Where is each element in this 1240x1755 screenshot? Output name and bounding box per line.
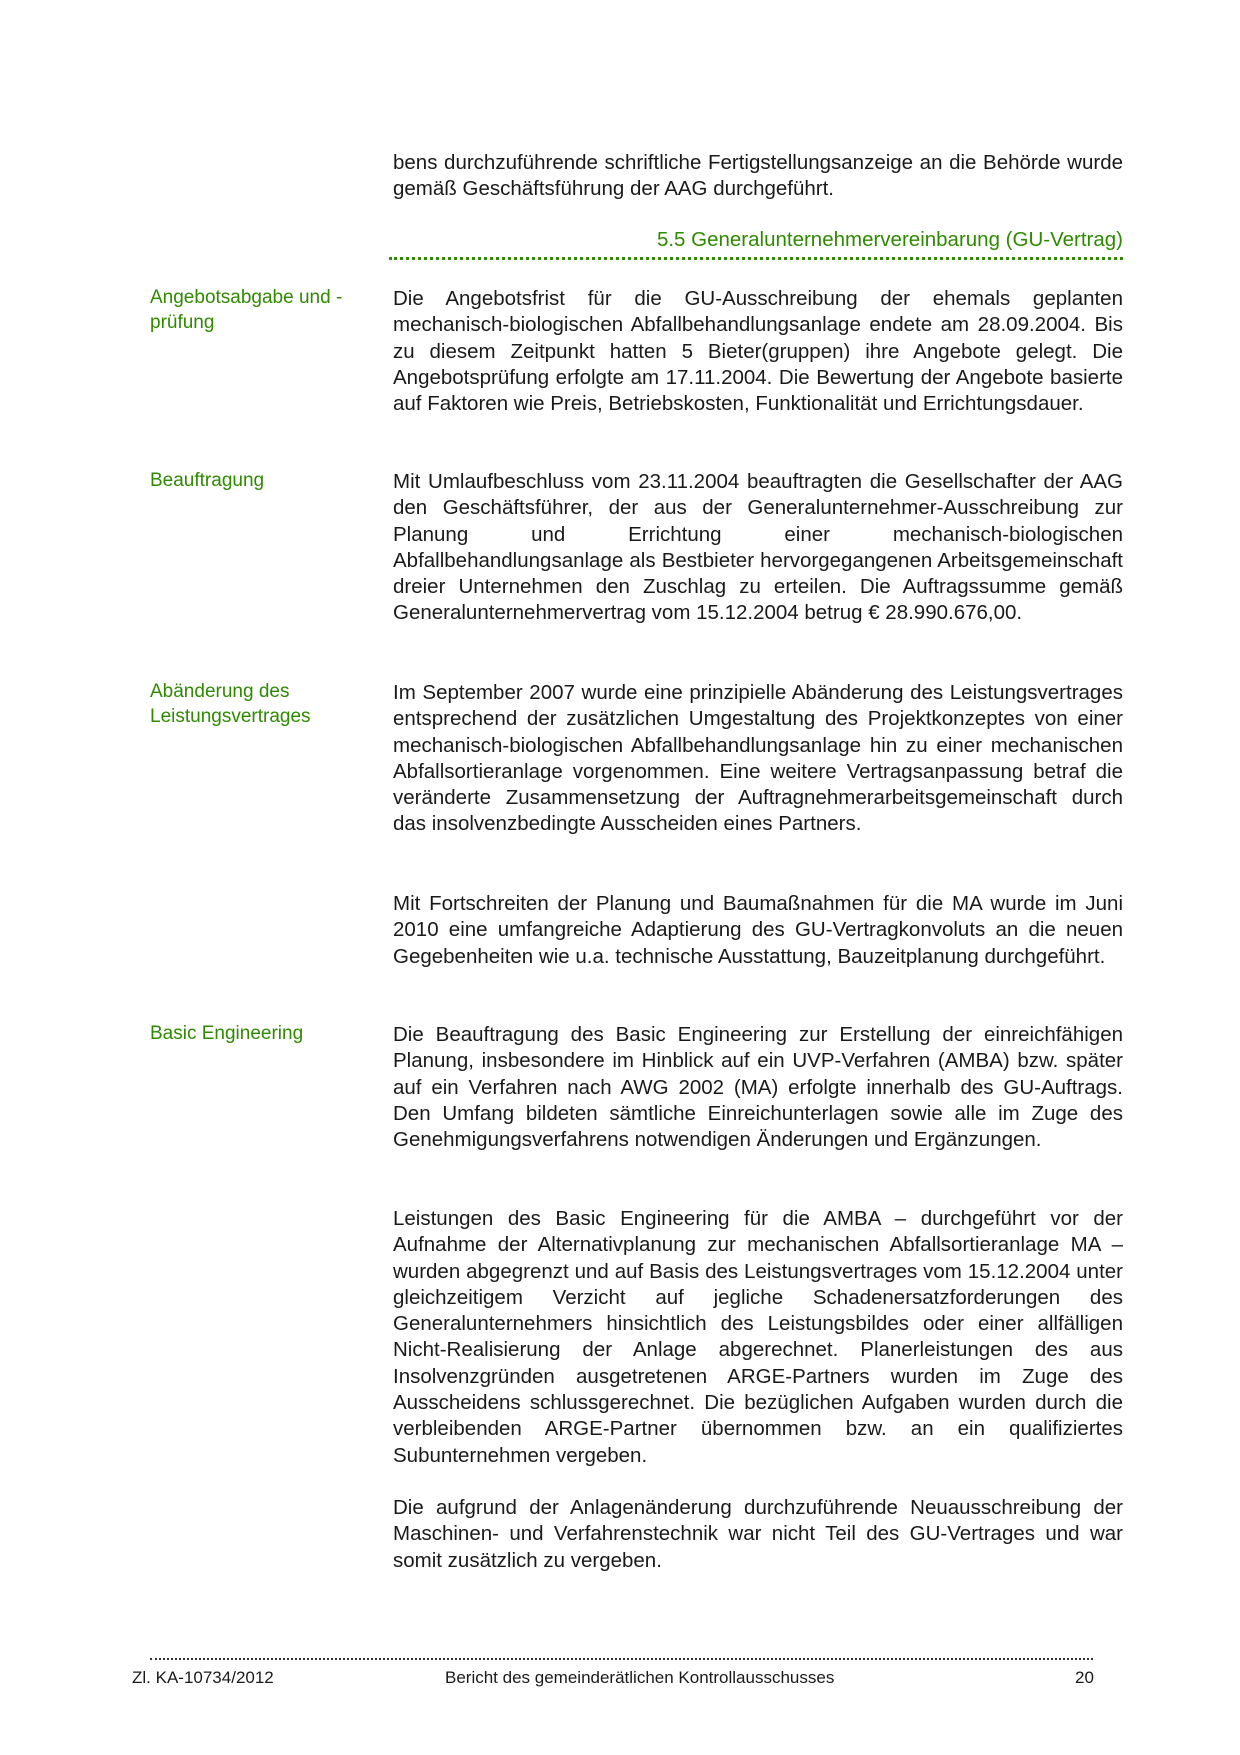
footer-reference: Zl. KA-10734/2012 [132,1668,274,1687]
margin-label-basic-engineering: Basic Engineering [150,1023,304,1044]
paragraph-leistungsvertrag: Im September 2007 wurde eine prinzipielle Abänderung des Leistungsvertrages entsprechend der zusätzlichen Umgestaltung des Projektkonzeptes von einer mechanisch-biologischen Abfallbehandlungsanlage hin zu einer mechanischen Abfallsortieranlage vorgenommen. Eine weitere Vertragsanpassung betraf die veränderte Zusammensetzung der Auftragnehmerarbeitsgemeinschaft durch das insolvenzbedingte Ausscheiden eines Partners. [393,681,1123,836]
paragraph-angebotsabgabe: Die Angebotsfrist für die GU-Ausschreibung der ehemals geplanten mechanisch-biologischen Abfallbehandlungsanlage endete am 28.09.2004. Bis zu diesem Zeitpunkt hatten 5 Bieter(gruppen) ihre Angebote gelegt. Die Angebotsprüfung erfolgte am 17.11.2004. Die Bewertung der Angebote basierte auf Faktoren wie Preis, Betriebskosten, Funktionalität und Errichtungsdauer. [393,287,1123,416]
margin-label-angebotsabgabe: Angebotsabgabe und -prüfung [150,287,343,333]
margin-label-leistungsvertrag: Abänderung des Leistungsvertrages [150,681,311,727]
paragraph-gu-adaptierung: Mit Fortschreiten der Planung und Baumaßnahmen für die MA wurde im Juni 2010 eine umfangreiche Adaptierung des GU-Vertragkonvoluts an die neuen Gegebenheiten wie u.a. technische Ausstattung, Bauzeitplanung durchgeführt. [393,892,1123,968]
margin-label-beauftragung: Beauftragung [150,470,265,491]
intro-paragraph: bens durchzuführende schriftliche Fertigstellungsanzeige an die Behörde wurde gemäß Geschäftsführung der AAG durchgeführt. [393,151,1123,201]
paragraph-basic-engineering-amba: Leistungen des Basic Engineering für die AMBA – durchgeführt vor der Aufnahme der Alternativplanung zur mechanischen Abfallsortieranlage MA – wurden abgegrenzt und auf Basis des Leistungsvertrages vom 15.12.2004 unter gleichzeitigem Verzicht auf jegliche Schadenersatzforderungen des Generalunternehmers hinsichtlich des Leistungsbildes oder einer allfälligen Nicht-Realisierung der Anlage abgerechnet. Planerleistungen des aus Insolvenzgründen ausgetretenen ARGE-Partners wurden im Zuge des Ausscheidens schlussgerechnet. Die bezüglichen Aufgaben wurden durch die verbleibenden ARGE-Partner übernommen bzw. an ein qualifiziertes Subunternehmen vergeben. [393,1207,1123,1467]
page-number: 20 [1075,1668,1094,1687]
paragraph-basic-engineering: Die Beauftragung des Basic Engineering zur Erstellung der einreichfähigen Planung, insbesondere im Hinblick auf ein UVP-Verfahren (AMBA) bzw. später auf ein Verfahren nach AWG 2002 (MA) erfolgte innerhalb des GU-Auftrags. Den Umfang bildeten sämtliche Einreichunterlagen sowie alle im Zuge des Genehmigungsverfahrens notwendigen Änderungen und Ergänzungen. [393,1023,1123,1152]
footer-divider [150,1658,1093,1660]
section-divider [389,257,1123,260]
paragraph-beauftragung: Mit Umlaufbeschluss vom 23.11.2004 beauftragten die Gesellschafter der AAG den Geschäftsführer, der aus der Generalunternehmer-Ausschreibung zur Planung und Errichtung einer mechanisch-biologischen Abfallbehandlungsanlage als Bestbieter hervorgegangenen Arbeitsgemeinschaft dreier Unternehmen den Zuschlag zu erteilen. Die Auftragssumme gemäß Generalunternehmervertrag vom 15.12.2004 betrug € 28.990.676,00. [393,470,1123,625]
paragraph-neuausschreibung: Die aufgrund der Anlagenänderung durchzuführende Neuausschreibung der Maschinen- und Verfahrenstechnik war nicht Teil des GU-Vertrages und war somit zusätzlich zu vergeben. [393,1496,1123,1572]
section-heading: 5.5 Generalunternehmervereinbarung (GU-Vertrag) [656,228,1123,251]
footer-title: Bericht des gemeinderätlichen Kontrollausschusses [445,1668,835,1687]
